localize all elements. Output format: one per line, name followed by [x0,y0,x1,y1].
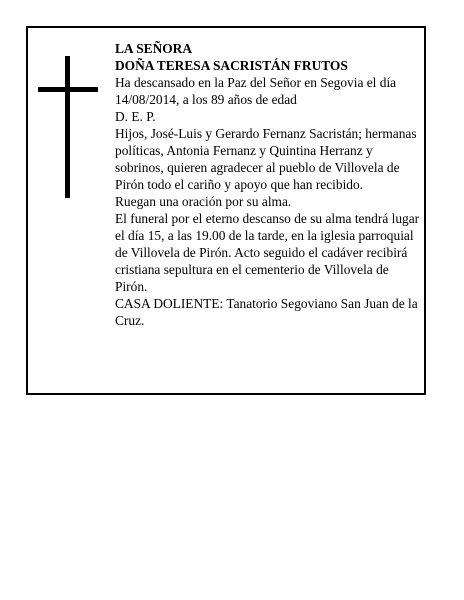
notice-paragraph-dep: D. E. P. [115,109,156,124]
notice-text [115,40,421,329]
notice-paragraph-death: Ha descansado en la Paz del Señor en Segovia el día 14/08/2014, a los 89 años de edad [115,75,397,107]
notice-paragraph-family: Hijos, José-Luis y Gerardo Fernanz Sacristán; hermanas políticas, Antonia Fernanz y Quintina Herranz y sobrinos, quieren agradecer al pueblo de Villovela de Pirón todo el cariño y apoyo que han recibido. [115,126,417,192]
notice-paragraph-funeral: El funeral por el eterno descanso de su alma tendrá lugar el día 15, a las 19.00 de la tarde, en la iglesia parroquial de Villovela de Pirón. Acto seguido el cadáver recibirá cristiana sepultura en el cementerio de Villovela de Pirón. [115,211,420,294]
cross-vertical-bar [65,56,70,198]
cross-horizontal-bar [38,87,98,92]
notice-paragraph-prayer: Ruegan una oración por su alma. [115,194,292,209]
notice-deceased-name: DOÑA TERESA SACRISTÁN FRUTOS [115,58,348,73]
obituary-notice [26,26,426,395]
notice-paragraph-mourning-house: CASA DOLIENTE: Tanatorio Segoviano San Juan de la Cruz. [115,296,418,328]
latin-cross-icon [38,56,98,198]
notice-title-line1: LA SEÑORA [115,41,193,56]
